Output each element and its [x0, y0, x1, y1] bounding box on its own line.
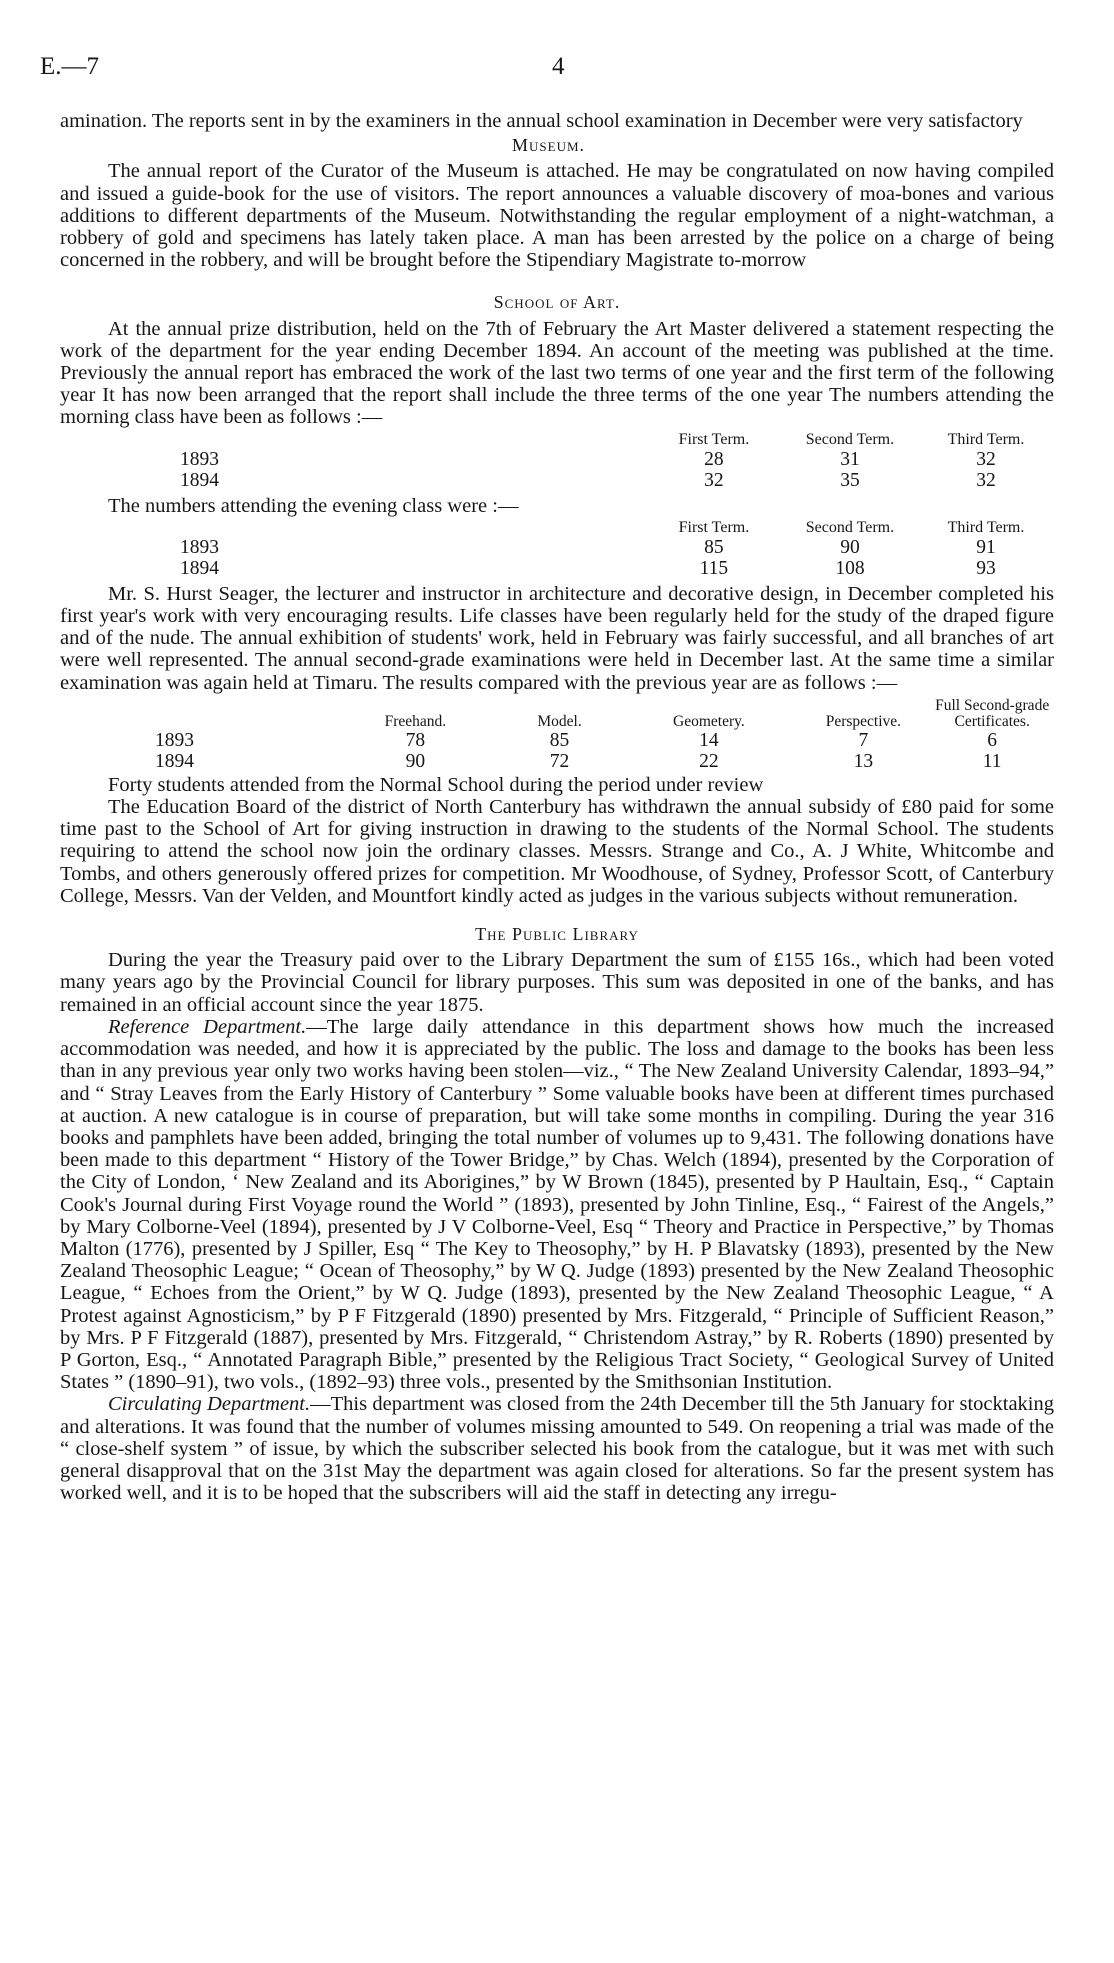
table-cell: 93 [976, 557, 996, 579]
museum-heading: Museum. [512, 135, 586, 156]
table-cell: 32 [976, 469, 996, 491]
art-paragraph-2: Mr. S. Hurst Seager, the lecturer and instructor in architecture and decorative design, in December completed his first year's work with very encouraging results. Life classes have been regularly held for the study of the draped figure and of the nude. The annual exhibition of students' work, held in February was fairly successful, and all branches of art were well represented. The annual second-grade examinations were held in December last. At the same time a similar examination was again held at Timaru. The results compared with the previous year are as follows :— [60, 582, 1054, 694]
row-year: 1894 [180, 469, 219, 491]
circulating-department-paragraph [60, 1393, 1054, 1504]
page-header [40, 53, 1054, 110]
table-cell: 90 [840, 536, 860, 558]
table-cell: 7 [858, 729, 869, 751]
table-cell: 108 [835, 557, 865, 579]
column-header: Full Second-grade Certificates. [935, 696, 1050, 730]
row-year: 1893 [180, 536, 219, 558]
table-cell: 35 [840, 469, 860, 491]
art-paragraph-3: Forty students attended from the Normal School during the period under review [108, 773, 764, 796]
column-header: Geometery. [673, 712, 745, 730]
table-cell: 115 [699, 557, 729, 579]
page-number: 4 [552, 53, 565, 80]
table-row [60, 558, 1054, 579]
evening-table-header [60, 519, 1054, 537]
table-cell: 91 [976, 536, 996, 558]
table-cell: 90 [405, 750, 426, 772]
table-row [60, 449, 1054, 470]
evening-class-table [60, 519, 1054, 579]
intro-paragraph: amination. The reports sent in by the examiners in the annual school examination in December were very satisfactory [60, 110, 1023, 132]
morning-table-header [60, 431, 1054, 449]
art-paragraph-1: At the annual prize distribution, held on the 7th of February the Art Master delivered a statement respecting the work of the department for the year ending December 1894. An account of the meeting was published at the time. Previously the annual report has embraced the work of the last two terms of one year and the first term of the following year It has now been arranged that the report shall include the three terms of the one year The numbers attending the morning class have been as follows :— [60, 317, 1054, 429]
page-code: E.—7 [40, 53, 100, 80]
table-cell: 72 [549, 750, 570, 772]
table-cell: 6 [987, 729, 998, 751]
table-cell: 13 [853, 750, 874, 772]
reference-department-label: Reference Department. [108, 1015, 307, 1038]
row-year: 1894 [155, 750, 194, 772]
table-cell: 85 [549, 729, 570, 751]
row-year: 1893 [180, 448, 219, 470]
library-paragraph-1: During the year the Treasury paid over to the Library Department the sum of £155 16s., which had been voted many years ago by the Provincial Council for library purposes. This sum was deposited in one of the banks, and has remained in an official account since the year 1875. [60, 949, 1054, 1016]
morning-class-table [60, 431, 1054, 491]
table-cell: 31 [840, 448, 860, 470]
evening-class-intro: The numbers attending the evening class were :— [108, 494, 519, 517]
column-header: Second Term. [805, 518, 895, 536]
table-cell: 32 [976, 448, 996, 470]
museum-paragraph: The annual report of the Curator of the Museum is attached. He may be congratulated on now having compiled and issued a guide-book for the use of visitors. The report announces a valuable discovery of moa-bones and various additions to different departments of the Museum. Notwithstanding the regular employment of a night-watchman, a robbery of gold and specimens has lately taken place. A man has been arrested by the police on a charge of being concerned in the robbery, and will be brought before the Stipendiary Magistrate to-morrow [60, 160, 1054, 272]
table-cell: 22 [699, 750, 719, 772]
exam-results-table [60, 698, 1054, 772]
column-header: Third Term. [947, 430, 1025, 448]
exam-table-header [60, 698, 1054, 730]
column-header: First Term. [678, 430, 750, 448]
art-paragraph-4: The Education Board of the district of North Canterbury has withdrawn the annual subsidy of £80 paid for some time past to the School of Art for giving instruction in drawing to the students of the Normal School. The students requiring to attend the school now join the ordinary classes. Messrs. Strange and Co., A. J White, Whitcombe and Tombs, and others generously offered prizes for competition. Mr Woodhouse, of Sydney, Professor Scott, of Canterbury College, Messrs. Van der Velden, and Mountfort kindly acted as judges in the various subjects without remuneration. [60, 796, 1054, 907]
column-header: Model. [537, 712, 582, 730]
table-row [60, 751, 1054, 772]
table-cell: 32 [704, 469, 724, 491]
circulating-department-label: Circulating Department. [108, 1393, 311, 1416]
public-library-heading: The Public Library [475, 924, 639, 945]
reference-department-paragraph [60, 1016, 1054, 1393]
row-year: 1894 [180, 557, 219, 579]
table-cell: 78 [405, 729, 426, 751]
table-row [60, 730, 1054, 751]
reference-department-text: —The large daily attendance in this department shows how much the increased accommodation was needed, and how it is appreciated by the public. The loss and damage to the books has been less than in any previous year only two works having been stolen—viz., “ The New Zealand University Calendar, 1893–94,” and “ Stray Leaves from the Early History of Canterbury ” Some valuable books have been at different times purchased at auction. A new catalogue is in course of preparation, but will take some months in compiling. During the year 316 books and pamphlets have been added, bringing the total number of volumes up to 9,431. The following donations have been made to this department “ History of the Tower Bridge,” by Chas. Welch (1894), presented by the Corporation of the City of London, ‘ New Zealand and its Aborigines,” by W Brown (1845), presented by P Haultain, Esq., “ Captain Cook's Journal during First Voyage round the World ” (1893), presented by John Tinline, Esq., “ Fairest of the Angels,” by Mary Colborne-Veel (1894), presented by J V Colborne-Veel, Esq “ Theory and Practice in Perspective,” by Thomas Malton (1776), presented by J Spiller, Esq “ The Key to Theosophy,” by H. P Blavatsky (1893), presented by the New Zealand Theosophic League; “ Ocean of Theosophy,” by W Q. Judge (1893) presented by the New Zealand Theosophic League, “ Echoes from the Orient,” by W Q. Judge (1893), presented by the New Zealand Theosophic League, “ A Protest against Agnosticism,” by P F Fitzgerald (1890) presented by Mrs. Fitzgerald, “ Principle of Sufficient Reason,” by Mrs. P F Fitzgerald (1887), presented by Mrs. Fitzgerald, “ Christendom Astray,” by R. Roberts (1890) presented by P Gorton, Esq., “ Annotated Paragraph Bible,” presented by the Religious Tract Society, “ Geological Survey of United States ” (1890–91), two vols., (1892–93) three vols., presented by the Smithsonian Institution. [60, 1015, 1054, 1394]
column-header: First Term. [678, 518, 750, 536]
table-row [60, 537, 1054, 558]
column-header: Perspective. [825, 712, 902, 730]
column-header: Second Term. [805, 430, 895, 448]
school-of-art-heading: School of Art. [493, 292, 621, 313]
table-cell: 14 [699, 729, 719, 751]
table-cell: 85 [704, 536, 724, 558]
row-year: 1893 [155, 729, 194, 751]
column-header: Freehand. [384, 712, 447, 730]
table-cell: 11 [982, 750, 1002, 772]
circulating-department-text: —This department was closed from the 24th December till the 5th January for stocktaking and alterations. It was found that the number of volumes missing amounted to 549. On reopening a trial was made of the “ close-shelf system ” of issue, by which the subscriber selected his book from the catalogue, but it was met with such general disapproval that on the 31st May the department was again closed for alterations. So far the present system has worked well, and it is to be hoped that the subscribers will aid the staff in detecting any irregu- [60, 1393, 1054, 1505]
table-row [60, 470, 1054, 491]
table-cell: 28 [704, 448, 724, 470]
column-header: Third Term. [947, 518, 1025, 536]
